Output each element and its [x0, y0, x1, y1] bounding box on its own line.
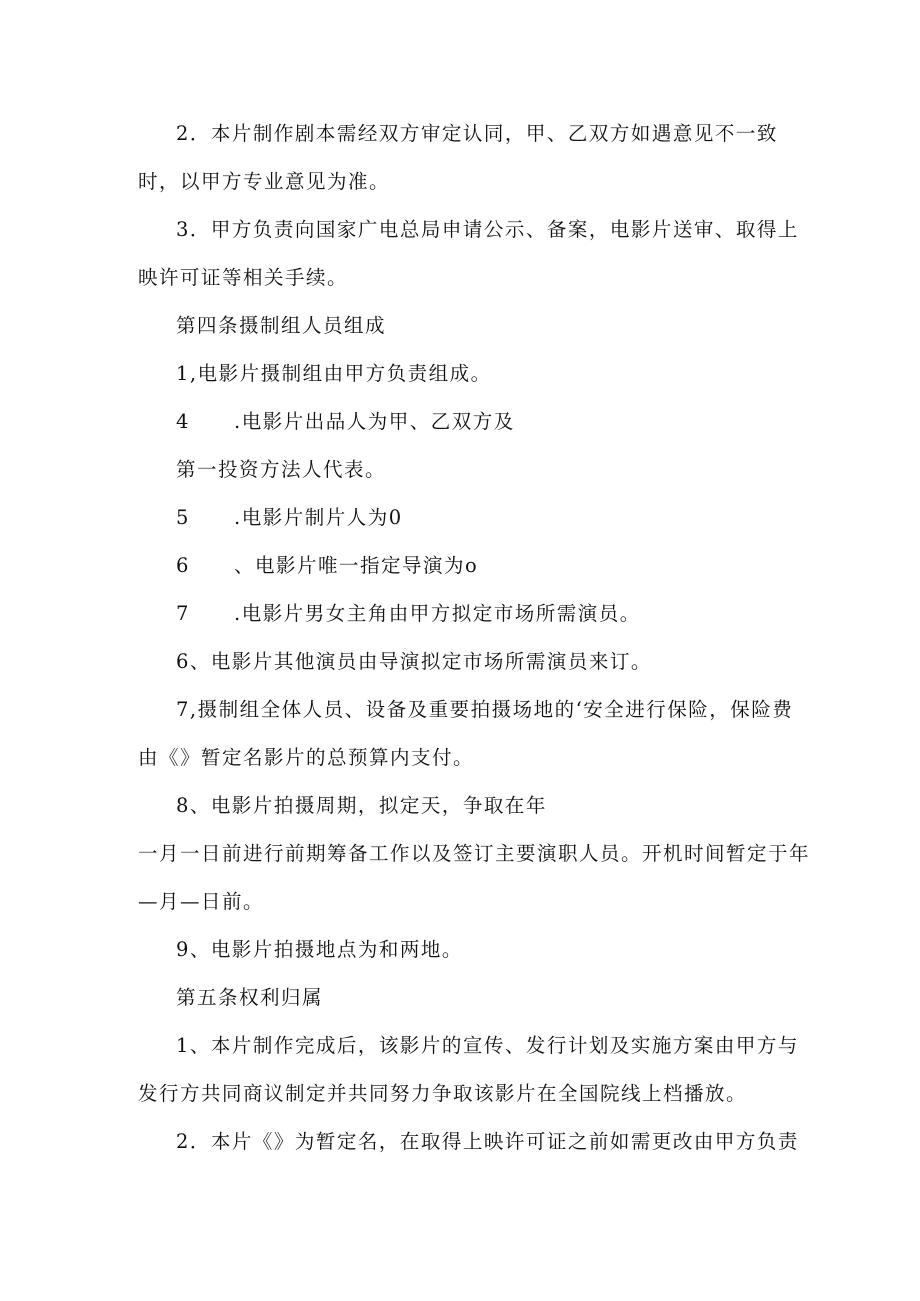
clause-4-8-line3: —月—日前。 [138, 890, 265, 913]
item-text: .电影片男女主角由甲方拟定市场所需演员。 [234, 602, 641, 625]
clause-4-7 [176, 602, 641, 626]
clause-4-8-line2: 一月一日前进行前期筹备工作以及签订主要演职人员。开机时间暂定于年 [138, 842, 811, 865]
clause-4-6 [176, 554, 478, 578]
clause-5-1-line2: 发行方共同商议制定并共同努力争取该影片在全国院线上档播放。 [138, 1082, 748, 1105]
clause-4-6b: 6、电影片其他演员由导演拟定市场所需演员来订。 [176, 650, 652, 673]
item-number: 6 [176, 554, 190, 577]
clause-4-1: 1,电影片摄制组由甲方负责组成。 [176, 362, 492, 385]
item-text: 、电影片唯一指定导演为o [234, 554, 479, 577]
clause-4-7b-line1: 7,摄制组全体人员、设备及重要拍摄场地的‘安全进行保险，保险费 [176, 698, 794, 721]
clause-4-8-line1: 8、电影片拍摄周期，拟定天，争取在年 [176, 794, 547, 817]
clause-3-2-line2: 时，以甲方专业意见为准。 [138, 170, 391, 193]
article-5-heading: 第五条权利归属 [176, 986, 324, 1009]
clause-5-2-line1: 2．本片《》为暂定名，在取得上映许可证之前如需更改由甲方负责 [176, 1130, 799, 1153]
clause-4-7b-line2: 由《》暂定名影片的总预算内支付。 [138, 746, 475, 769]
clause-5-1-line1: 1、本片制作完成后，该影片的宣传、发行计划及实施方案由甲方与 [176, 1034, 799, 1057]
clause-4-9: 9、电影片拍摄地点为和两地。 [176, 938, 463, 961]
item-text: .电影片制片人为0 [234, 506, 403, 529]
item-number: 5 [176, 506, 190, 529]
item-number: 7 [176, 602, 190, 625]
article-4-heading: 第四条摄制组人员组成 [176, 314, 387, 337]
clause-4-5 [176, 506, 403, 530]
clause-4-4-continued: 第一投资方法人代表。 [176, 458, 387, 481]
clause-3-3-line1: 3．甲方负责向国家广电总局申请公示、备案，电影片送审、取得上 [176, 218, 799, 241]
clause-3-2-line1: 2．本片制作剧本需经双方审定认同，甲、乙双方如遇意见不一致 [176, 122, 778, 145]
clause-3-3-line2: 映许可证等相关手续。 [138, 266, 349, 289]
item-text: .电影片出品人为甲、乙双方及 [234, 410, 515, 433]
item-number: 4 [176, 410, 190, 433]
clause-4-4 [176, 410, 515, 434]
